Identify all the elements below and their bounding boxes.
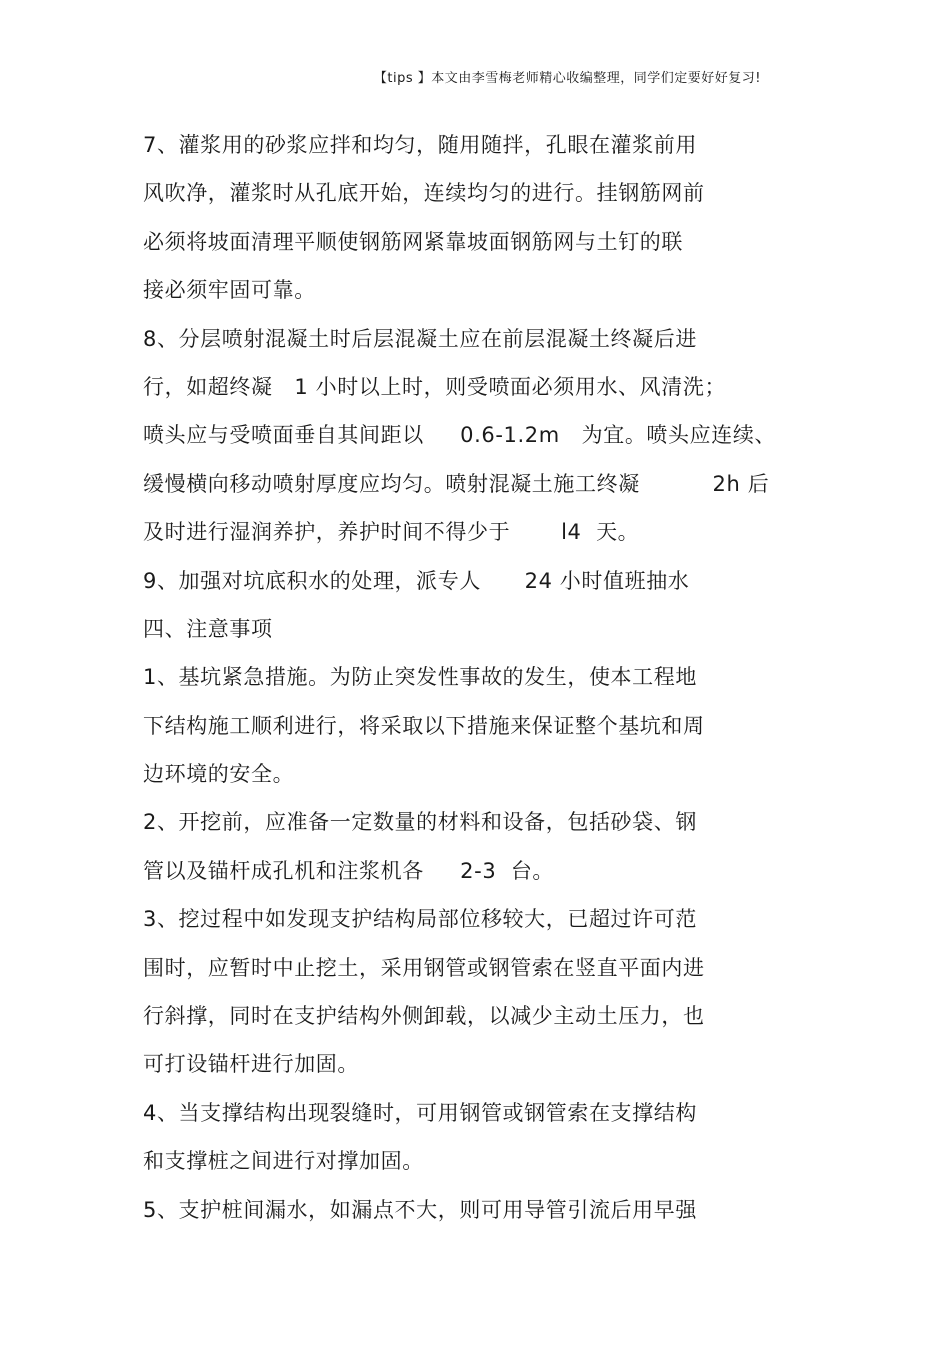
- text-line: 7、灌浆用的砂浆应拌和均匀，随用随拌，孔眼在灌浆前用: [143, 133, 697, 157]
- text-line: 2、开挖前，应准备一定数量的材料和设备，包括砂袋、钢: [143, 810, 697, 835]
- text-line: 风吹净，灌浆时从孔底开始，连续均匀的进行。挂钢筋网前: [143, 181, 705, 206]
- text-line: 围时，应暂时中止挖土，采用钢管或钢管索在竖直平面内进: [143, 955, 705, 980]
- text-line: 和支撑桩之间进行对撑加固。: [143, 1149, 424, 1174]
- text-line: 边环境的安全。: [143, 762, 295, 787]
- text-line: 可打设锚杆进行加固。: [143, 1052, 359, 1077]
- text-line: 管以及锚杆成孔机和注浆机各 2-3 台。: [143, 858, 555, 883]
- text-line: 3、挖过程中如发现支护结构局部位移较大，已超过许可范: [143, 907, 697, 932]
- text-line: 行斜撑，同时在支护结构外侧卸载，以减少主动土压力，也: [143, 1004, 705, 1029]
- section-heading: 四、注意事项: [143, 616, 273, 641]
- text-line: 必须将坡面清理平顺使钢筋网紧靠坡面钢筋网与土钉的联: [143, 229, 683, 254]
- text-line: 喷头应与受喷面垂自其间距以 0.6-1.2m 为宜。喷头应连续、: [143, 423, 777, 448]
- text-line: 接必须牢固可靠。: [143, 278, 316, 303]
- text-line: 5、支护桩间漏水，如漏点不大，则可用导管引流后用早强: [143, 1197, 697, 1222]
- text-line: 8、分层喷射混凝土时后层混凝土应在前层混凝土终凝后进: [143, 326, 697, 351]
- text-line: 及时进行湿润养护，养护时间不得少于 l4 天。: [143, 520, 640, 545]
- text-line: 4、当支撑结构出现裂缝时，可用钢管或钢管索在支撑结构: [143, 1100, 697, 1125]
- document-body: [143, 128, 843, 1241]
- text-line: 下结构施工顺利进行，将采取以下措施来保证整个基坑和周: [143, 713, 705, 738]
- text-line: 9、加强对坑底积水的处理，派专人 24 小时值班抽水: [143, 568, 690, 593]
- text-line: 行，如超终凝 1 小时以上时，则受喷面必须用水、风清洗；: [143, 374, 727, 399]
- text-line: 1、基坑紧急措施。为防止突发性事故的发生，使本工程地: [143, 665, 697, 690]
- text-line: 缓慢横向移动喷射厚度应均匀。喷射混凝土施工终凝 2h 后: [143, 471, 770, 496]
- header-tips: 【tips 】本文由李雪梅老师精心收编整理，同学们定要好好复习!: [373, 71, 761, 86]
